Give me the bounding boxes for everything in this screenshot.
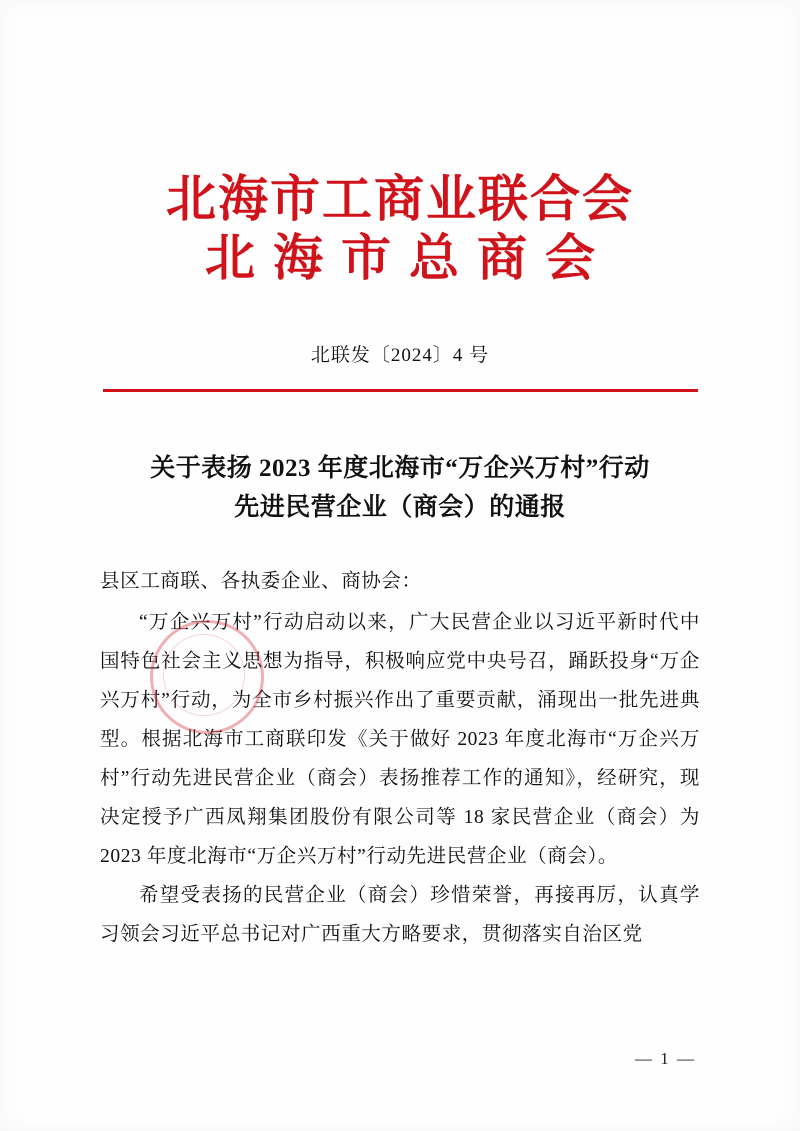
page-title [90,450,710,528]
document-body [100,562,700,954]
salutation: 县区工商联、各执委企业、商协会： [100,570,422,592]
page-title-line-1: 关于表扬 2023 年度北海市“万企兴万村”行动 [150,455,650,482]
letterhead-line-2: 北海市总商会 [205,230,613,286]
document-number: 北联发〔2024〕4 号 [310,345,490,366]
letterhead [0,0,800,288]
body-paragraph-2: 希望受表扬的民营企业（商会）珍惜荣誉，再接再厉，认真学习领会习近平总书记对广西重大方略要求，贯彻落实自治区党 [100,884,700,945]
page-title-line-2: 先进民营企业（商会）的通报 [234,493,566,521]
body-paragraph-1: “万企兴万村”行动启动以来，广大民营企业以习近平新时代中国特色社会主义思想为指导，积极响应党中央号召，踊跃投身“万企兴万村”行动，为全市乡村振兴作出了重要贡献，涌现出一批先进典型。根据北海市工商联印发《关于做好 2023 年度北海市“万企兴万村”行动先进民营企业（商会）表扬推荐工作的通知》，经研究，现决定授予广西凤翔集团股份有限公司等 18 家民营企业（商会）为 2023 年度北海市“万企兴万村”行动先进民营企业（商会）。 [100,611,700,867]
page-number: — 1 — [635,1049,696,1068]
red-divider-rule [103,389,698,392]
letterhead-line-1: 北海市工商业联合会 [166,171,634,227]
